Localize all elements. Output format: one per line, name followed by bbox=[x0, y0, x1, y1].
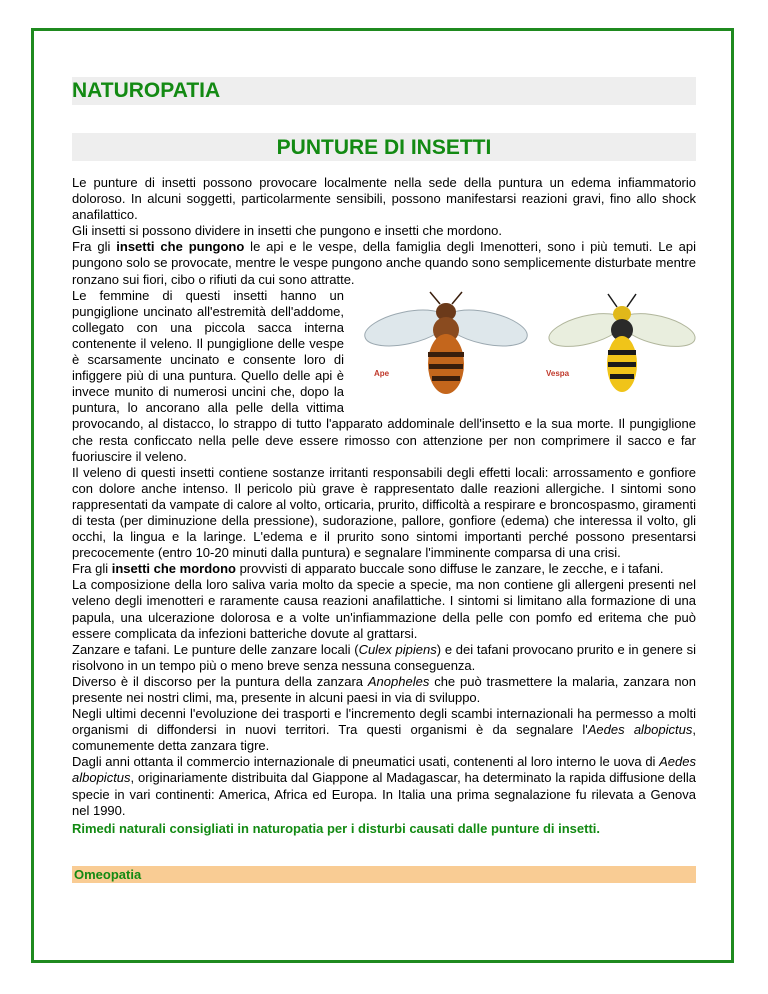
paragraph: Negli ultimi decenni l'evoluzione dei trasporti e l'incremento degli scambi internazionali ha permesso a molti organismi di diffondersi in nuovi territori. Tra questi organismi è da segnalare l'Aedes albopictus, comunemente detta zanzara tigre. bbox=[72, 706, 696, 754]
omeopatia-heading: Omeopatia bbox=[74, 867, 142, 882]
paragraph: Il veleno di questi insetti contiene sostanze irritanti responsabili degli effetti locali: arrossamento e gonfiore con dolore anche intenso. Il pericolo più grave è rappresentato dalle reazioni allergiche. I sintomi sono rappresentati da vampate di calore al volto, orticaria, prurito, difficoltà a respirare e broncospasmo, giramenti di testa (per diminuzione della pressione), sudorazione, pallore, gonfiore (edema) che interessa il volto, gli occhi, la lingua e la laringe. L'edema e il prurito sono sintomi importanti perché possono presentarsi precocemente (entro 10-20 minuti dalla puntura) e segnalare l'imminente comparsa di una crisi. bbox=[72, 464, 696, 561]
article-body bbox=[72, 175, 696, 819]
paragraph: Le punture di insetti possono provocare localmente nella sede della puntura un edema infiammatorio doloroso. In alcuni soggetti, particolarmente sensibili, possono manifestarsi reazioni gravi, fino allo shock anafilattico. bbox=[72, 175, 696, 223]
bee-wasp-image bbox=[356, 290, 696, 402]
paragraph: Diverso è il discorso per la puntura della zanzara Anopheles che può trasmettere la malaria, zanzara non presente nei nostri climi, ma, presente in alcuni paesi in via di sviluppo. bbox=[72, 673, 697, 705]
paragraph: Fra gli insetti che pungono le api e le vespe, della famiglia degli Imenotteri, sono i più temuti. Le api pungono solo se provocate, mentre le vespe pungono anche quando sono semplicemente disturbate mentre ronzano sui fiori, cibo o rifiuti da cui sono attratte. bbox=[72, 239, 696, 287]
paragraph: Gli insetti si possono dividere in insetti che pungono e insetti che mordono. bbox=[72, 223, 502, 239]
paragraph: La composizione della loro saliva varia molto da specie a specie, ma non contiene gli allergeni presenti nel veleno degli imenotteri e raramente causa reazioni anafilattiche. I sintomi si limitano alla formazione di una papula, una ulcerazione dolorosa e a volte un'infiammazione della pelle con pomfo ed eritema che può essere complicata da infezioni batteriche dovute al grattarsi. bbox=[72, 577, 696, 641]
paragraph: Zanzare e tafani. Le punture delle zanzare locali (Culex pipiens) e dei tafani provocano prurito e in genere si risolvono in un tempo più o meno breve senza nessuna conseguenza. bbox=[72, 641, 696, 673]
vespa-label: Vespa bbox=[546, 368, 570, 378]
section-title: NATUROPATIA bbox=[72, 79, 221, 102]
paragraph: Dagli anni ottanta il commercio internazionale di pneumatici usati, contenenti al loro interno le uova di Aedes albopictus, originariamente distribuita dal Giappone al Madagascar, ha determinato la rapida diffusione della specie in vari continenti: America, Africa ed Europa. In Italia una prima segnalazione fu rilevata a Genova nel 1990. bbox=[72, 754, 696, 818]
page-title: PUNTURE DI INSETTI bbox=[276, 136, 492, 159]
ape-label: Ape bbox=[374, 368, 390, 378]
page-title-bar bbox=[72, 133, 696, 161]
section-title-bar bbox=[72, 77, 696, 105]
omeopatia-bar bbox=[72, 866, 696, 883]
remedies-heading: Rimedi naturali consigliati in naturopatia per i disturbi causati dalle punture di insetti. bbox=[72, 821, 601, 836]
paragraph: Fra gli insetti che mordono provvisti di apparato buccale sono diffuse le zanzare, le zecche, e i tafani. bbox=[72, 561, 664, 577]
paragraph-with-image bbox=[72, 288, 696, 465]
bee-wasp-illustration bbox=[356, 290, 696, 402]
paragraph: Le femmine di questi insetti hanno un pungiglione uncinato all'estremità dell'addome, collegato con una piccola sacca interna contenente il veleno. Il pungiglione delle vespe è scarsamente uncinato e consente loro di infiggere più di una puntura. Quello delle api è invece munito di numerosi uncini che, dopo la puntura, lo ancorano alla pelle della vittima provocando, al distacco, lo strappo di tutto l'apparato addominale dell'insetto e la sua morte. Il pungiglione che resta conficcato nella pelle deve essere rimosso con attenzione per non comprimere il sacco e far fuoriuscire il veleno. bbox=[72, 287, 696, 464]
